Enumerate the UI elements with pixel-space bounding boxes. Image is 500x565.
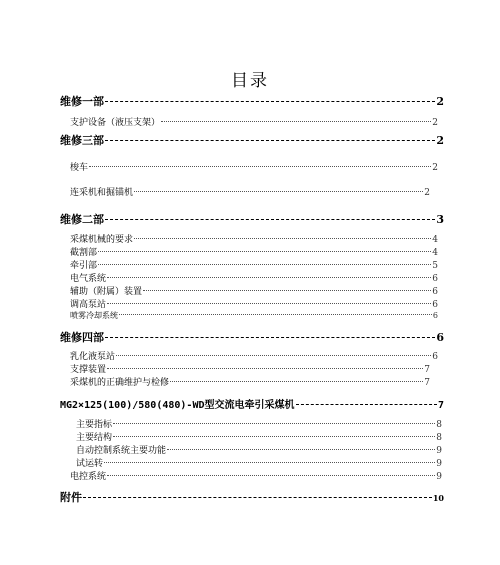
toc-entry-label: 牵引部 xyxy=(70,261,98,271)
toc-title: 目录 xyxy=(231,71,269,91)
toc-entry-label: 乳化液泵站 xyxy=(70,352,116,362)
toc-entry-cutting-unit[interactable] xyxy=(70,245,438,258)
toc-leader xyxy=(167,449,435,450)
toc-entry-support-device[interactable] xyxy=(70,362,430,375)
toc-entry-page: 3 xyxy=(436,213,444,226)
toc-entry-haulage-unit[interactable] xyxy=(70,258,438,271)
toc-leader xyxy=(83,497,432,498)
toc-entry-label: 采煤机的正确维护与检修 xyxy=(70,378,170,388)
toc-entry-page: 6 xyxy=(432,311,438,320)
toc-leader xyxy=(116,355,431,356)
toc-leader xyxy=(113,436,435,437)
toc-entry-page: 6 xyxy=(432,352,438,362)
toc-entry-maintenance-dept-3[interactable] xyxy=(60,132,444,148)
toc-entry-shearer-requirements[interactable] xyxy=(70,232,438,245)
toc-entry-mg2-shearer[interactable] xyxy=(60,396,444,411)
toc-entry-maintenance-dept-4[interactable] xyxy=(60,329,444,345)
toc-entry-page: 6 xyxy=(432,300,438,310)
toc-entry-page: 8 xyxy=(436,420,442,430)
toc-entry-emulsion-pump-station[interactable] xyxy=(70,349,438,362)
toc-leader xyxy=(161,121,431,122)
toc-entry-label: 主要结构 xyxy=(76,433,113,443)
toc-entry-label: 梭车 xyxy=(70,163,89,173)
toc-leader xyxy=(107,368,423,369)
toc-entry-page: 9 xyxy=(436,472,442,482)
toc-entry-label: 维修二部 xyxy=(60,213,104,226)
toc-entry-height-pump-station[interactable] xyxy=(70,297,438,310)
toc-leader xyxy=(134,238,431,239)
toc-entry-label: 连采机和掘锚机 xyxy=(70,188,134,198)
toc-entry-page: 7 xyxy=(437,400,444,411)
toc-entry-appendix[interactable] xyxy=(60,489,444,505)
toc-entry-main-specs[interactable] xyxy=(76,417,442,430)
toc-entry-label: 附件 xyxy=(60,491,82,504)
toc-entry-maintenance-dept-2[interactable] xyxy=(60,211,444,227)
toc-leader xyxy=(98,264,431,265)
toc-entry-page: 7 xyxy=(424,365,430,375)
toc-entry-label: 支护设备（液压支架） xyxy=(70,118,161,128)
toc-entry-label: 截割部 xyxy=(70,248,98,258)
toc-entry-spray-cooling[interactable] xyxy=(70,310,438,321)
toc-leader xyxy=(105,101,435,102)
toc-leader xyxy=(134,191,423,192)
toc-entry-page: 2 xyxy=(436,95,444,108)
toc-leader xyxy=(296,404,437,405)
toc-leader xyxy=(98,251,431,252)
toc-entry-label: 调高泵站 xyxy=(70,300,107,310)
toc-entry-page: 6 xyxy=(432,287,438,297)
toc-entry-page: 6 xyxy=(436,331,444,344)
toc-entry-label: 试运转 xyxy=(76,459,104,469)
toc-entry-page: 4 xyxy=(432,235,438,245)
toc-entry-page: 2 xyxy=(436,134,444,147)
toc-entry-main-structure[interactable] xyxy=(76,430,442,443)
toc-leader xyxy=(105,337,435,338)
toc-leader xyxy=(143,290,431,291)
toc-entry-page: 2 xyxy=(432,118,438,128)
toc-leader xyxy=(105,140,435,141)
toc-leader xyxy=(105,219,435,220)
toc-entry-label: 采煤机械的要求 xyxy=(70,235,134,245)
toc-entry-page: 2 xyxy=(424,188,430,198)
toc-leader xyxy=(89,166,431,167)
toc-entry-page: 5 xyxy=(432,261,438,271)
toc-entry-page: 9 xyxy=(436,459,442,469)
toc-entry-page: 9 xyxy=(436,446,442,456)
toc-entry-label: 维修三部 xyxy=(60,134,104,147)
toc-entry-electric-control-system[interactable] xyxy=(70,469,442,482)
toc-entry-page: 6 xyxy=(432,274,438,284)
toc-entry-page: 7 xyxy=(424,378,430,388)
toc-entry-label: MG2×125(100)/580(480)-WD型交流电牵引采煤机 xyxy=(60,400,295,411)
toc-entry-maintenance-dept-1[interactable] xyxy=(60,93,444,109)
toc-entry-shearer-maintenance[interactable] xyxy=(70,375,430,388)
toc-leader xyxy=(113,423,435,424)
toc-entry-page: 2 xyxy=(432,163,438,173)
toc-entry-label: 辅助（附属）装置 xyxy=(70,287,143,297)
toc-entry-shuttle-car[interactable] xyxy=(70,160,438,173)
toc-entry-auxiliary-device[interactable] xyxy=(70,284,438,297)
toc-entry-page: 4 xyxy=(432,248,438,258)
toc-leader xyxy=(107,277,431,278)
toc-entry-label: 维修四部 xyxy=(60,331,104,344)
toc-entry-page: 8 xyxy=(436,433,442,443)
toc-entry-electrical-system[interactable] xyxy=(70,271,438,284)
toc-leader xyxy=(107,475,435,476)
toc-entry-page: 10 xyxy=(432,493,444,503)
toc-entry-label: 电控系统 xyxy=(70,472,107,482)
toc-entry-label: 自动控制系统主要功能 xyxy=(76,446,167,456)
toc-entry-trial-run[interactable] xyxy=(76,456,442,469)
toc-entry-label: 支撑装置 xyxy=(70,365,107,375)
toc-entry-continuous-miner[interactable] xyxy=(70,185,430,198)
toc-leader xyxy=(119,314,432,315)
toc-entry-label: 喷雾冷却系统 xyxy=(70,311,118,320)
toc-leader xyxy=(170,381,423,382)
toc-entry-label: 电气系统 xyxy=(70,274,107,284)
toc-leader xyxy=(104,462,435,463)
toc-entry-support-equipment[interactable] xyxy=(70,115,438,128)
toc-entry-label: 主要指标 xyxy=(76,420,113,430)
toc-entry-label: 维修一部 xyxy=(60,95,104,108)
toc-entry-auto-control-functions[interactable] xyxy=(76,443,442,456)
toc-leader xyxy=(107,303,431,304)
